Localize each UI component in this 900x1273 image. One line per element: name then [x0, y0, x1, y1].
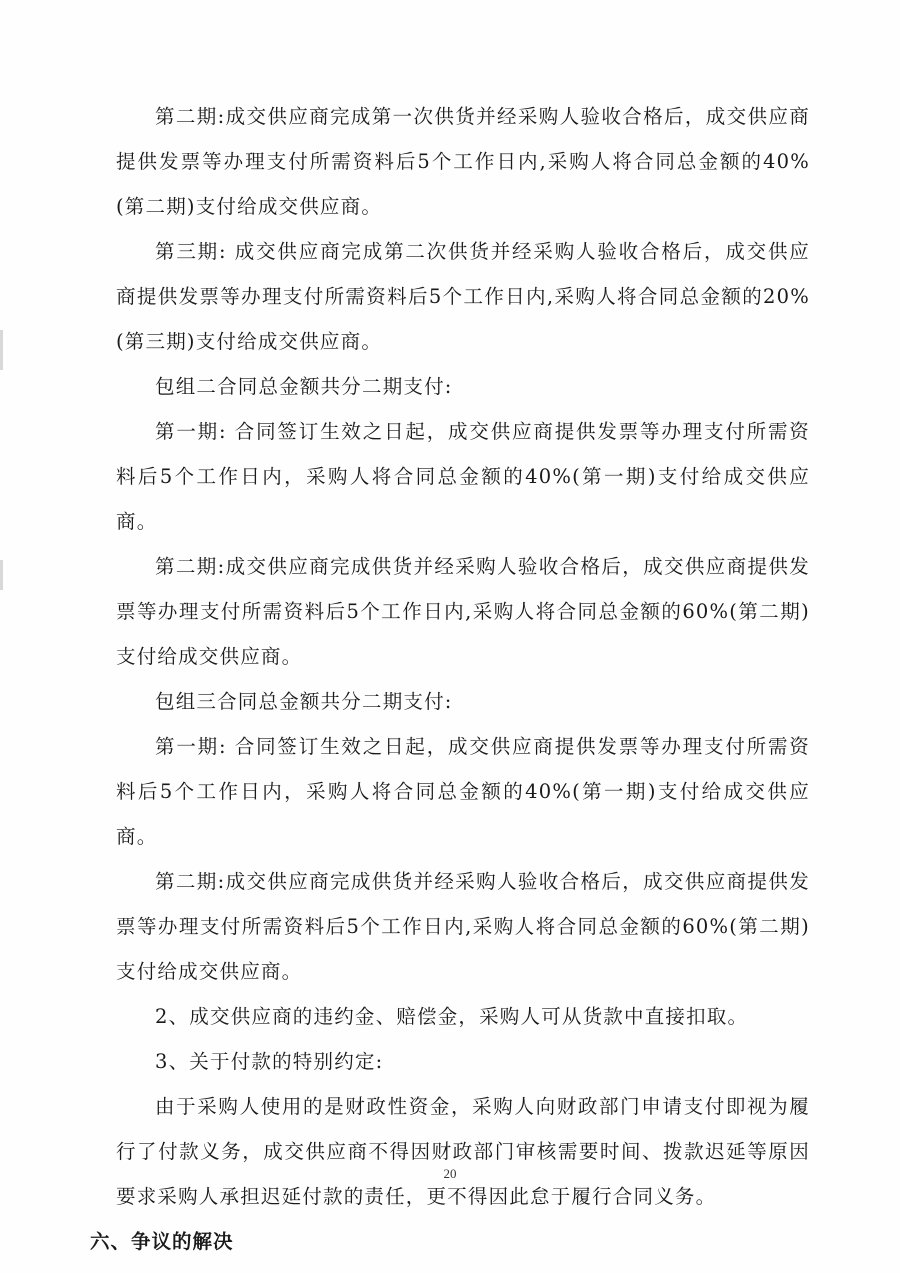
paragraph-penalty-deduction: 2、成交供应商的违约金、赔偿金，采购人可从货款中直接扣取。	[155, 1005, 749, 1028]
paragraph-package2-intro: 包组二合同总金额共分二期支付:	[155, 375, 453, 398]
paragraph-package1-phase2: 第二期:成交供应商完成第一次供货并经采购人验收合格后，成交供应商提供发票等办理支付所需资料后5个工作日内,采购人将合同总金额的40%(第二期)支付给成交供应商。	[116, 105, 810, 218]
document-body	[90, 94, 810, 1264]
paragraph-package1-phase3: 第三期: 成交供应商完成第二次供货并经采购人验收合格后，成交供应商提供发票等办理支付所需资料后5个工作日内,采购人将合同总金额的20%(第三期)支付给成交供应商。	[116, 240, 810, 353]
scan-edge-mark	[0, 330, 3, 370]
paragraph-package2-phase1: 第一期: 合同签订生效之日起，成交供应商提供发票等办理支付所需资料后5个工作日内，采购人将合同总金额的40%(第一期)支付给成交供应商。	[116, 420, 810, 533]
paragraph-special-payment-heading: 3、关于付款的特别约定:	[155, 1050, 384, 1073]
paragraph-fiscal-funds: 由于采购人使用的是财政性资金，采购人向财政部门申请支付即视为履行了付款义务，成交供应商不得因财政部门审核需要时间、拨款迟延等原因要求采购人承担迟延付款的责任，更不得因此怠于履行合同义务。	[116, 1095, 810, 1208]
paragraph-package3-phase2: 第二期:成交供应商完成供货并经采购人验收合格后，成交供应商提供发票等办理支付所需资料后5个工作日内,采购人将合同总金额的60%(第二期)支付给成交供应商。	[116, 870, 810, 983]
paragraph-package3-intro: 包组三合同总金额共分二期支付:	[155, 690, 453, 713]
paragraph-package3-phase1: 第一期: 合同签订生效之日起，成交供应商提供发票等办理支付所需资料后5个工作日内，采购人将合同总金额的40%(第一期)支付给成交供应商。	[116, 735, 810, 848]
page-number: 20	[443, 1166, 457, 1181]
paragraph-package2-phase2: 第二期:成交供应商完成供货并经采购人验收合格后，成交供应商提供发票等办理支付所需资料后5个工作日内,采购人将合同总金额的60%(第二期)支付给成交供应商。	[116, 555, 810, 668]
section-heading-dispute-resolution: 六、争议的解决	[90, 1230, 234, 1253]
scan-edge-mark	[0, 560, 3, 590]
